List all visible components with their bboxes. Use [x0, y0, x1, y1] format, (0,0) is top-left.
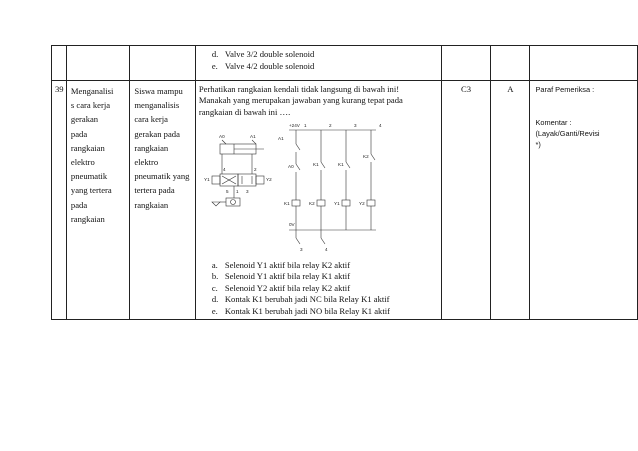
prev-option-d — [212, 49, 441, 61]
indicator-line: s cara kerja — [70, 100, 111, 111]
option-letter: a. — [211, 259, 218, 270]
service-unit — [226, 198, 240, 206]
label-k1: K1 — [283, 200, 290, 206]
option-letter: b. — [211, 271, 219, 282]
competency-line: Siswa mampu — [134, 86, 183, 96]
bottom-contact — [296, 238, 300, 244]
competency-line: tertera pada — [134, 185, 175, 196]
relay-k2-coil — [317, 200, 325, 206]
k1-contact — [346, 162, 350, 168]
question-row-39 — [52, 81, 638, 320]
competency-line: pneumatik yang — [134, 171, 190, 182]
label-valve-y2: Y2 — [265, 176, 272, 182]
indicator-line: yang tertera — [70, 185, 112, 196]
prev-notes-cell — [530, 46, 638, 81]
question-cell — [195, 81, 441, 320]
compressor-symbol — [212, 202, 220, 206]
competency-line: gerakan pada — [134, 128, 180, 139]
option-text: Valve 4/2 double solenoid — [224, 60, 315, 71]
limit-contact-a1 — [321, 162, 325, 168]
competency-line: rangkaian — [134, 142, 169, 153]
comment-line: Komentar : — [535, 118, 572, 127]
prev-indicator-cell — [66, 46, 129, 81]
competency-cell — [130, 81, 196, 320]
label-k1-contact-2: K1 — [337, 161, 344, 167]
reviewer-signature-label: Paraf Pemeriksa : — [535, 85, 595, 94]
indicator-text — [67, 81, 129, 228]
competency-line: cara kerja — [134, 114, 168, 125]
cognitive-level-cell — [441, 81, 490, 320]
prev-competency-cell — [130, 46, 196, 81]
solenoid-y1-symbol — [342, 200, 350, 206]
label-k1-contact: K1 — [312, 161, 319, 167]
k2-contact — [371, 154, 375, 160]
question-prompt — [196, 81, 441, 118]
indicator-line: elektro — [70, 157, 95, 168]
prev-options — [196, 46, 441, 74]
label-valve-y1: Y1 — [203, 176, 210, 182]
label-24v: +24V — [288, 122, 300, 128]
relay-k1-coil — [292, 200, 300, 206]
answer-options — [196, 260, 441, 320]
option-text: Selenoid Y2 aktif bila relay K2 aktif — [224, 282, 351, 293]
cognitive-level: C3 — [461, 84, 472, 94]
label-port-1: 1 — [235, 188, 239, 194]
question-line: Manakah yang merupakan jawaban yang kurang tepat pada — [198, 95, 403, 106]
pressure-gauge — [230, 199, 235, 204]
comment-line: *) — [535, 140, 541, 149]
label-col4: 4 — [378, 122, 382, 128]
circuit-svg — [196, 118, 441, 260]
label-bottom-4: 4 — [324, 246, 328, 252]
pushbutton-contact — [296, 144, 300, 150]
prev-option-e — [212, 61, 441, 73]
reviewer-notes — [530, 81, 637, 150]
label-y2: Y2 — [358, 200, 365, 206]
label-port-5: 5 — [225, 188, 229, 194]
option-text: Kontak K1 berubah jadi NO bila Relay K1 aktif — [224, 305, 390, 316]
option-text: Valve 3/2 double solenoid — [224, 49, 315, 59]
option-letter: d. — [211, 49, 219, 59]
label-port-3: 3 — [245, 188, 249, 194]
prev-number-cell — [52, 46, 67, 81]
indicator-line: pada — [70, 128, 88, 139]
option-d — [212, 294, 441, 306]
option-text: Selenoid Y1 aktif bila relay K1 aktif — [224, 271, 351, 282]
label-col3: 3 — [353, 122, 357, 128]
indicator-line: pada — [70, 199, 88, 210]
prev-key-cell — [491, 46, 530, 81]
label-k2-contact: K2 — [362, 153, 369, 159]
valve-block-right — [238, 174, 256, 186]
question-line: Perhatikan rangkaian kendali tidak langsung di bawah ini! — [198, 84, 400, 94]
label-a1: A1 — [249, 133, 256, 139]
label-bottom-3: 3 — [299, 246, 303, 252]
comment-line: (Layak/Ganti/Revisi — [535, 129, 600, 138]
label-y1: Y1 — [333, 200, 340, 206]
option-a — [212, 260, 441, 272]
option-letter: d. — [211, 294, 219, 305]
option-e — [212, 306, 441, 318]
indicator-line: rangkaian — [70, 142, 105, 153]
competency-line: rangkaian — [134, 199, 169, 210]
question-number: 39 — [55, 84, 64, 94]
indicator-line: gerakan — [70, 114, 99, 125]
competency-line: menganalisis — [134, 100, 180, 111]
option-text: Kontak K1 berubah jadi NC bila Relay K1 aktif — [224, 294, 390, 305]
prev-question-cell — [195, 46, 441, 81]
limit-switch-a0 — [222, 140, 226, 144]
label-k2: K2 — [308, 200, 315, 206]
option-c — [212, 283, 441, 295]
previous-row-tail — [52, 46, 638, 81]
label-port-4: 4 — [222, 166, 226, 172]
label-col2: 2 — [328, 122, 332, 128]
answer-key-cell — [491, 81, 530, 320]
reviewer-notes-cell — [530, 81, 638, 320]
number-cell — [52, 81, 67, 320]
indicator-line: rangkaian — [70, 213, 105, 224]
exam-table — [51, 45, 638, 320]
option-text: Selenoid Y1 aktif bila relay K2 aktif — [224, 259, 351, 270]
prev-level-cell — [441, 46, 490, 81]
label-col1: 1 — [303, 122, 307, 128]
solenoid-y2-symbol — [367, 200, 375, 206]
option-letter: e. — [211, 305, 218, 316]
label-0v: 0V — [288, 221, 295, 227]
indicator-cell — [66, 81, 129, 320]
label-a1-contact: A1 — [277, 135, 284, 141]
option-b — [212, 271, 441, 283]
limit-contact — [296, 164, 300, 170]
option-letter: e. — [211, 60, 218, 71]
competency-text — [130, 81, 195, 214]
option-letter: c. — [211, 282, 218, 293]
question-line: rangkaian di bawah ini …. — [198, 106, 291, 117]
indicator-line: Menganalisi — [70, 86, 114, 96]
answer-key: A — [507, 84, 514, 94]
solenoid-y2-coil — [256, 176, 264, 184]
solenoid-y1-coil — [212, 176, 220, 184]
competency-line: elektro — [134, 157, 159, 168]
bottom-contact — [321, 238, 325, 244]
label-port-2: 2 — [253, 166, 257, 172]
indicator-line: pneumatik — [70, 171, 108, 182]
label-a0-contact: A0 — [287, 163, 294, 169]
label-a0: A0 — [218, 133, 225, 139]
electro-pneumatic-circuit-diagram — [196, 118, 441, 260]
limit-switch-a1 — [252, 140, 256, 144]
